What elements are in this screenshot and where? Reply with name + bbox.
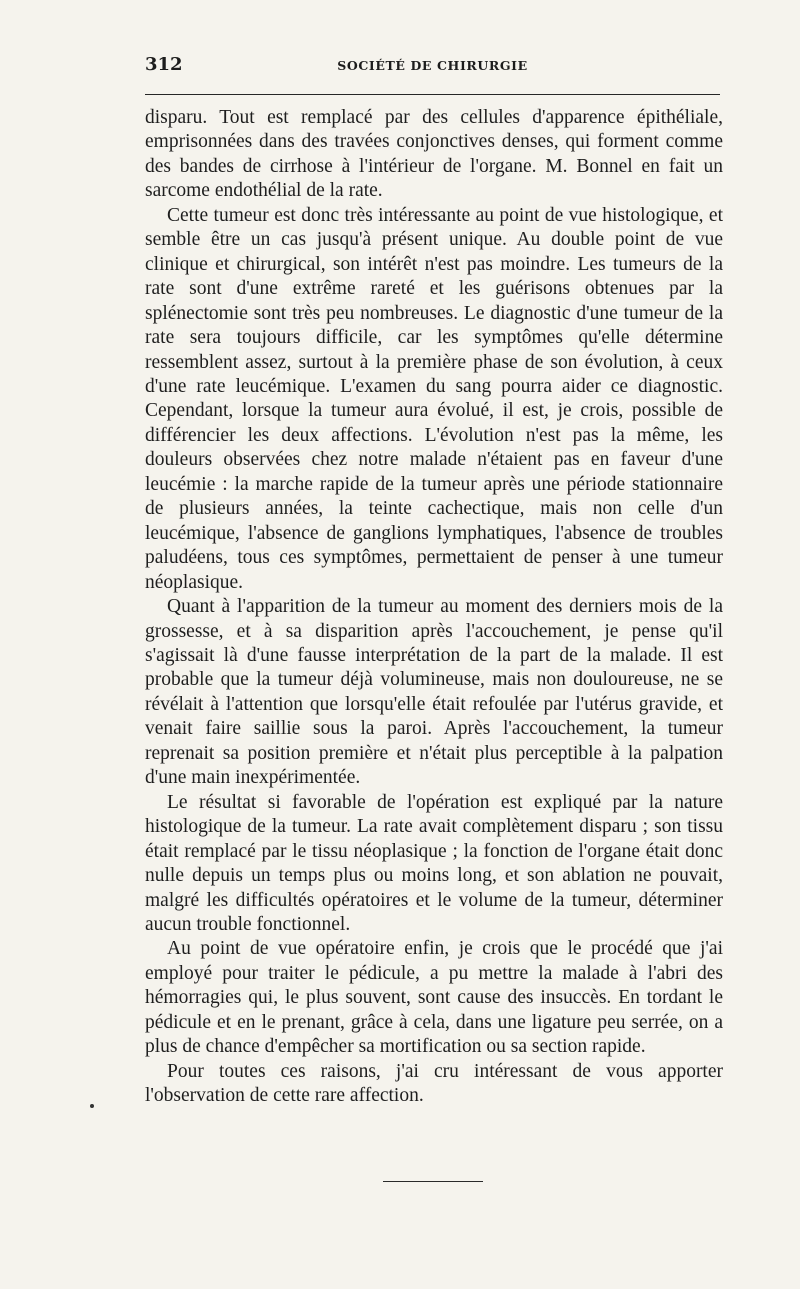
paragraph-6: Pour toutes ces raisons, j'ai cru intéressant de vous apporter l'observation de cette rare affection. — [145, 1060, 723, 1107]
paragraph-5: Au point de vue opératoire enfin, je crois que le procédé que j'ai employé pour traiter le pédicule, a pu mettre la malade à l'abri des hémorragies qui, le plus souvent, sont cause des insuccès. En tordant le pédicule et en le prenant, grâce à cela, dans une ligature peu serrée, on a plus de chance d'empêcher sa mortification ou sa section rapide. — [145, 938, 723, 1058]
body-text — [145, 106, 723, 1109]
running-head: SOCIÉTÉ DE CHIRURGIE — [337, 58, 528, 73]
paragraph-4: Le résultat si favorable de l'opération est expliqué par la nature histologique de la tumeur. La rate avait complètement disparu ; son tissu était remplacé par le tissu néoplasique ; la fonction de l'organe était donc nulle depuis un temps plus ou moins long, et son ablation ne pouvait, malgré les difficultés opératoires et le volume de la tumeur, déterminer aucun trouble fonctionnel. — [145, 791, 723, 935]
print-speck — [90, 1104, 94, 1108]
paragraph-3: Quant à l'apparition de la tumeur au moment des derniers mois de la grossesse, et à sa disparition après l'accouchement, je pense qu'il s'agissait là d'une fausse interprétation de la part de la malade. Il est probable que la tumeur déjà volumineuse, mais non douloureuse, ne se révélait à l'attention que lorsqu'elle était refoulée par l'utérus gravide, et venait faire saillie sous la paroi. Après l'accouchement, la tumeur reprenait sa position première et n'était plus perceptible à la palpation d'une main inexpérimentée. — [145, 596, 723, 789]
paragraph-1: disparu. Tout est remplacé par des cellules d'apparence épithéliale, emprisonnées dans des travées conjonctives denses, qui forment comme des bandes de cirrhose à l'intérieur de l'organe. M. Bonnel en fait un sarcome endothélial de la rate. — [145, 107, 723, 202]
page-header — [145, 50, 720, 82]
page-number: 312 — [145, 54, 183, 75]
header-rule — [145, 94, 720, 95]
end-rule — [383, 1181, 483, 1182]
paragraph-2: Cette tumeur est donc très intéressante au point de vue histologique, et semble être un cas jusqu'à présent unique. Au double point de vue clinique et chirurgical, son intérêt n'est pas moindre. Les tumeurs de la rate sont d'une extrême rareté et les guérisons obtenues par la splénectomie sont très peu nombreuses. Le diagnostic d'une tumeur de la rate sera toujours difficile, car les symptômes qu'elle détermine ressemblent assez, surtout à la première phase de son évolution, à ceux d'une rate leucémique. L'examen du sang pourra aider ce diagnostic. Cependant, lorsque la tumeur aura évolué, il est, je crois, possible de différencier les deux affections. L'évolution n'est pas la même, les douleurs observées chez notre malade n'étaient pas en faveur d'une leucémie : la marche rapide de la tumeur après une période stationnaire de plusieurs années, la teinte cachectique, mais non celle d'un leucémique, l'absence de ganglions lymphatiques, l'absence de troubles paludéens, tous ces symptômes, permettaient de penser à une tumeur néoplasique. — [145, 204, 723, 593]
